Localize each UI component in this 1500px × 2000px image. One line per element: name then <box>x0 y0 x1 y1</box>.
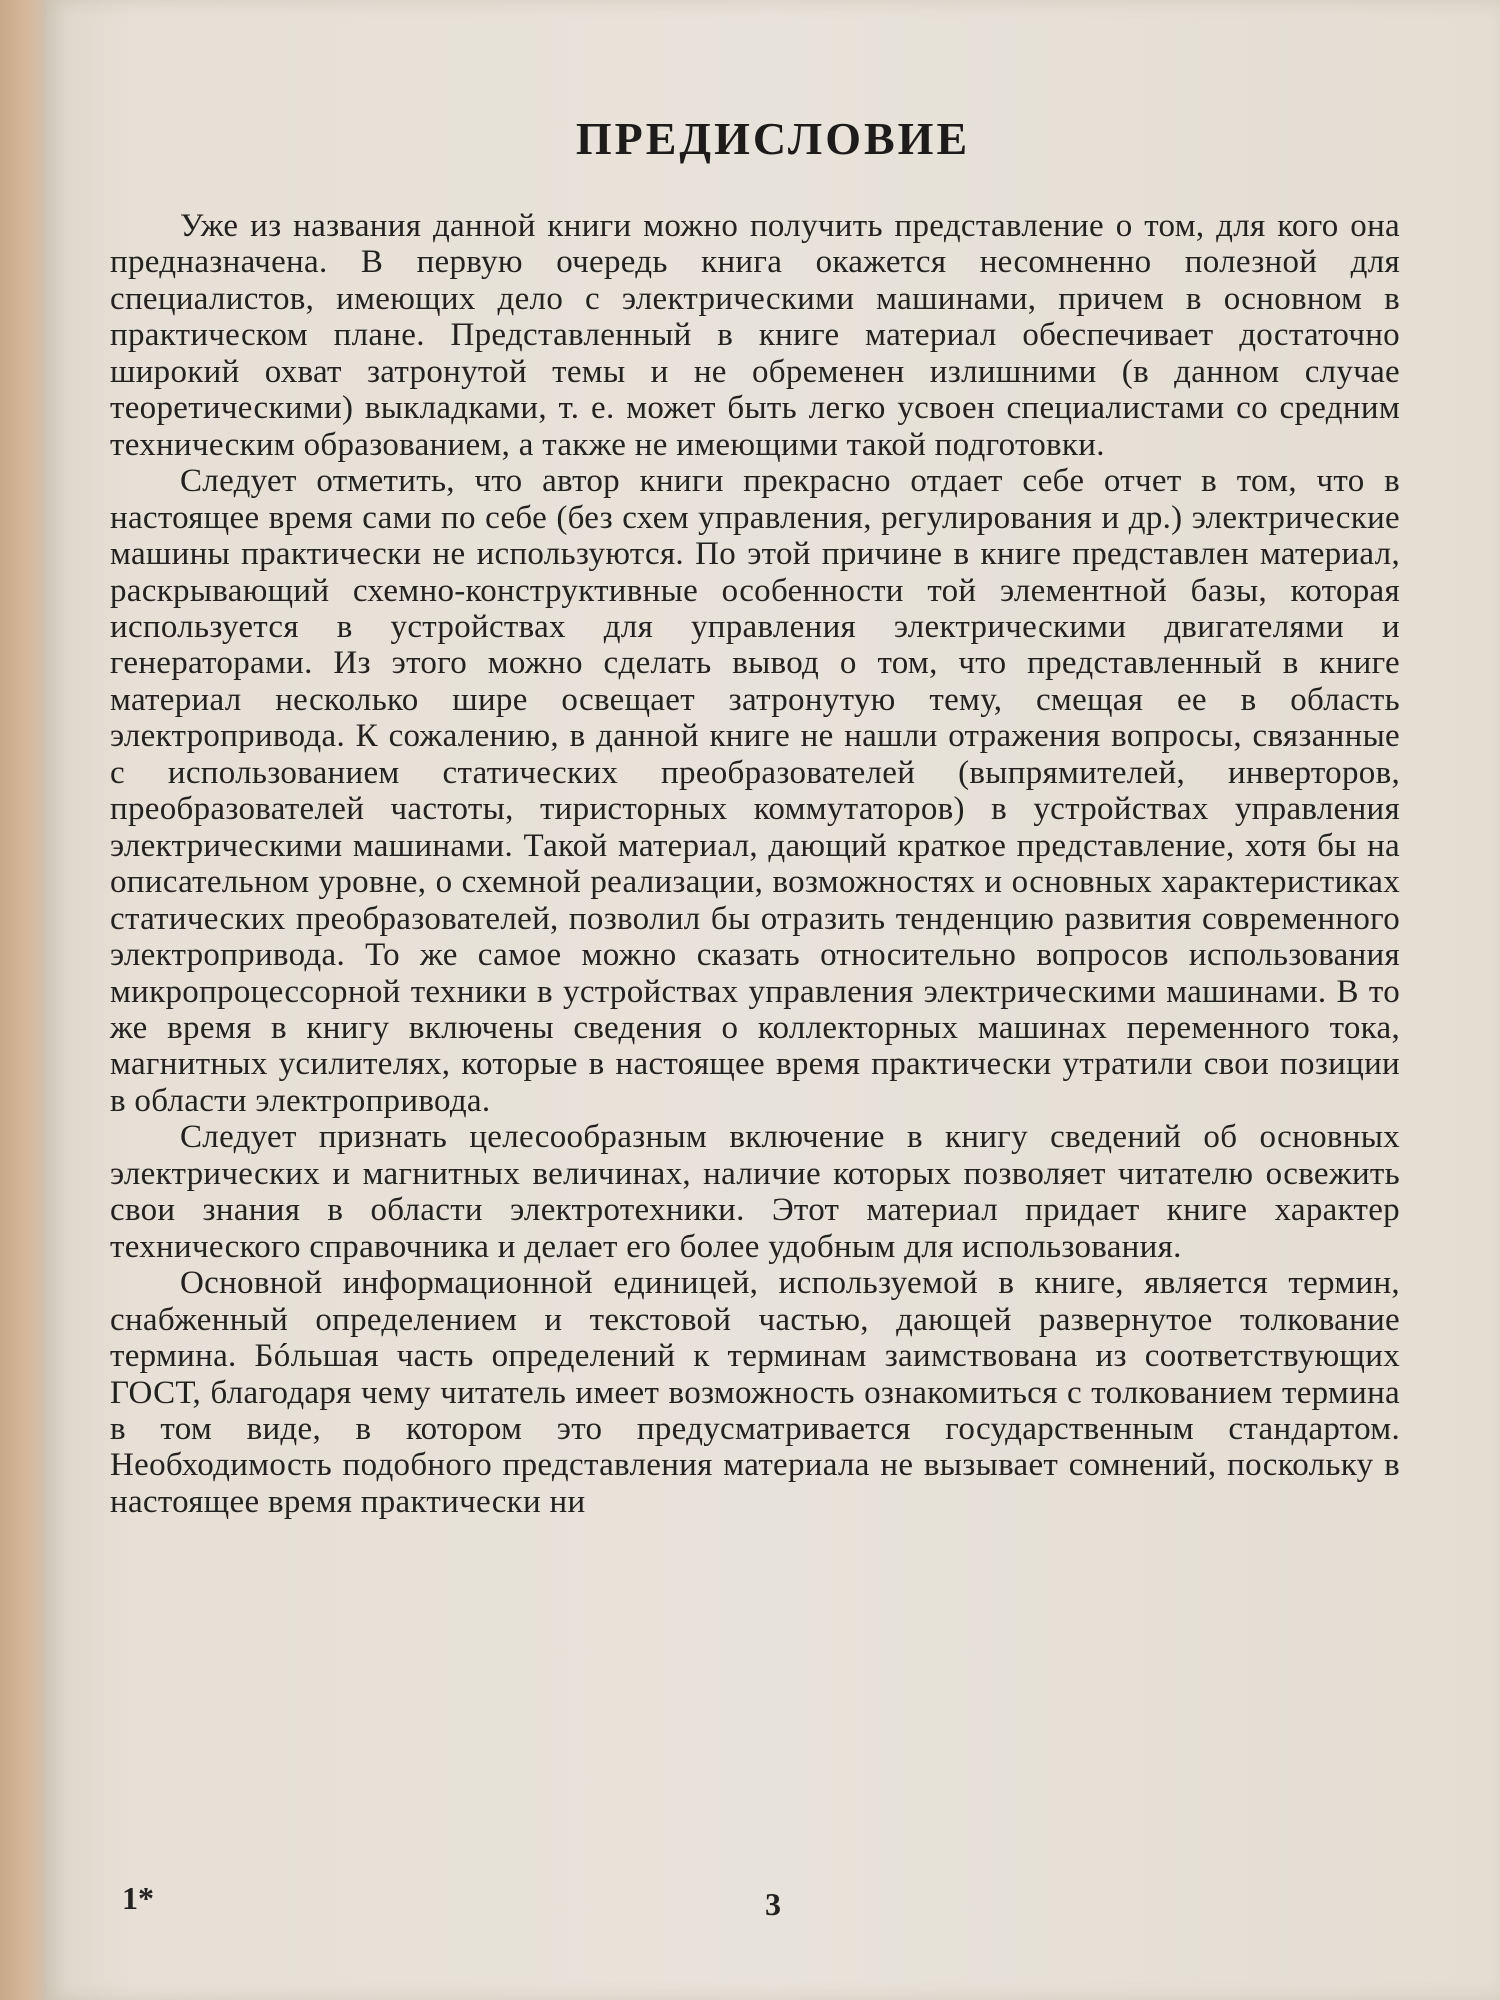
book-page <box>46 0 1500 2000</box>
page-number: 3 <box>765 1886 781 1922</box>
paragraph-1: Уже из названия данной книги можно получить представление о том, для кого она предназначена. В первую очередь книга окажется несомненно полезной для специалистов, имеющих дело с электрическими машинами, причем в основном в практическом плане. Представленный в книге материал обеспечивает достаточно широкий охват затронутой темы и не обременен излишними (в данном случае теоретическими) выкладками, т. е. может быть легко усвоен специалистами со средним техническим образованием, а также не имеющими такой подготовки. <box>110 208 1400 463</box>
book-spine-edge <box>0 0 46 2000</box>
paragraph-4: Основной информационной единицей, используемой в книге, является термин, снабженный определением и текстовой частью, дающей развернутое толкование термина. Бóльшая часть определений к терминам заимствована из соответствующих ГОСТ, благодаря чему читатель имеет возможность ознакомиться с толкованием термина в том виде, в котором это предусматривается государственным стандартом. Необходимость подобного представления материала не вызывает сомнений, поскольку в настоящее время практически ни <box>110 1265 1400 1520</box>
paragraph-2: Следует отметить, что автор книги прекрасно отдает себе отчет в том, что в настоящее время сами по себе (без схем управления, регулирования и др.) электрические машины практически не используются. По этой причине в книге представлен материал, раскрывающий схемно-конструктивные особенности той элементной базы, которая используется в устройствах для управления электрическими двигателями и генераторами. Из этого можно сделать вывод о том, что представленный в книге материал несколько шире освещает затронутую тему, смещая ее в область электропривода. К сожалению, в данной книге не нашли отражения вопросы, связанные с использованием статических преобразователей (выпрямителей, инверторов, преобразователей частоты, тиристорных коммутаторов) в устройствах управления электрическими машинами. Такой материал, дающий краткое представление, хотя бы на описательном уровне, о схемной реализации, возможностях и основных характеристиках статических преобразователей, позволил бы отразить тенденцию развития современного электропривода. То же самое можно сказать относительно вопросов использования микропроцессорной техники в устройствах управления электрическими машинами. В то же время в книгу включены сведения о коллекторных машинах переменного тока, магнитных усилителях, которые в настоящее время практически утратили свои позиции в области электропривода. <box>110 463 1400 1119</box>
page-title: ПРЕДИСЛОВИЕ <box>575 113 971 164</box>
signature-mark: 1* <box>122 1880 154 1916</box>
preface-body <box>110 208 1400 1520</box>
paragraph-3: Следует признать целесообразным включение в книгу сведений об основных электрических и магнитных величинах, наличие которых позволяет читателю освежить свои знания в области электротехники. Этот материал придает книге характер технического справочника и делает его более удобным для использования. <box>110 1119 1400 1265</box>
